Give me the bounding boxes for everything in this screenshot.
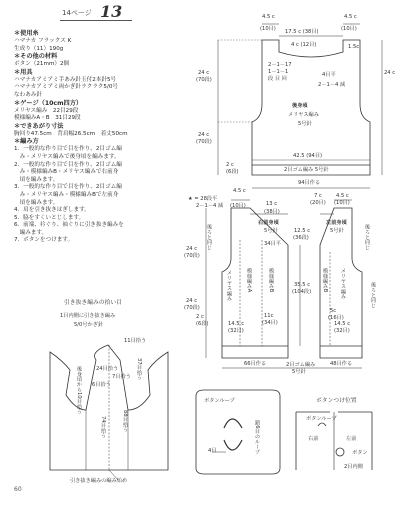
back-right-h: 24 c xyxy=(384,70,396,76)
button-left-front: 左前 xyxy=(346,436,357,442)
front-same-as-back: 後ろと同じ xyxy=(370,282,376,308)
right-front-stockinette: メリヤス編み xyxy=(226,270,232,302)
back-cast-on: 94目作る xyxy=(298,180,321,186)
method-step: 5．脇をすくいとじします。 xyxy=(14,214,85,221)
right-front-needle: 5号針 xyxy=(264,228,278,234)
front-width-l-sts: (32目) xyxy=(228,328,244,334)
edging-pick-74: 74目拾う xyxy=(100,416,106,439)
back-neck-right: 1.5c xyxy=(348,44,360,50)
front-bind-off: 34目平 xyxy=(264,241,281,247)
back-neck-width: 17.5 c (38目) xyxy=(285,29,319,35)
back-side-rows: (70段) xyxy=(196,139,212,145)
front-width-l: 14.5 c xyxy=(228,321,245,327)
yarn-title: ＊使用糸 xyxy=(14,30,39,37)
front-sh-r-rows: (20目) xyxy=(310,200,326,206)
gauge-title: ＊ゲージ（10cm四方） xyxy=(14,99,83,107)
method-step: 編みます。 xyxy=(14,229,48,236)
button-label: ボタン xyxy=(352,450,368,456)
edging-pick-11: 11目拾う xyxy=(124,338,147,344)
yarn-name: ハマナカ フラックス K xyxy=(14,38,72,44)
loop-chain: 鎖6目のループ xyxy=(254,420,260,455)
back-rib: 2目ゴム編み 5号針 xyxy=(284,167,329,173)
front-sh-l: 4.5 c xyxy=(233,188,246,194)
back-shape: 段 目 回 xyxy=(268,76,287,82)
front-armhole-rows: (70段) xyxy=(184,253,200,259)
front-neck-r: 4.5 c xyxy=(336,193,349,199)
method-step: 2．一般的な作り目で目を作り、2目ゴム編 xyxy=(14,161,122,168)
method-step: み・メリヤス編み・模様編みBで左前身 xyxy=(14,191,119,198)
front-neck-l: 13 c xyxy=(266,201,278,207)
front-width-r2-sts: (32目) xyxy=(334,328,350,334)
edging-start: 引き抜き編みの編み始め xyxy=(70,478,128,484)
back-needle: 5号針 xyxy=(298,121,312,127)
back-stitch: メリヤス編み xyxy=(288,112,319,118)
page-ref: 14ページ xyxy=(62,9,92,17)
front-body-rows: (104段) xyxy=(292,289,312,295)
back-decrease: 2－1－4 減 xyxy=(318,82,346,88)
pattern-number: 13 xyxy=(100,2,123,21)
front-neck-l-rows: (38目) xyxy=(264,209,280,215)
back-armhole-rows: (70段) xyxy=(196,77,212,83)
front-rib: 2目ゴム編み xyxy=(286,362,316,368)
back-bind-off: 4目平 xyxy=(322,72,336,78)
edging-sub: 1目内側に引き抜き編み xyxy=(60,313,116,319)
gauge-line: 模様編みA・B 31目29段 xyxy=(14,115,81,122)
method-step: 頃を編みます。 xyxy=(14,176,59,183)
left-front-cast-on: 48目作る xyxy=(330,361,353,367)
back-title: 後身頃 xyxy=(292,103,308,109)
front-legend: 2－1－4 減 xyxy=(196,203,224,209)
method-step: 1．一般的な作り目で目を作り、2目ゴム編 xyxy=(14,146,122,153)
other-title: ＊その他の材料 xyxy=(14,53,58,61)
size-detail: 胸回り47.5cm 背肩幅26.5cm 着丈50cm xyxy=(14,130,128,137)
front-rib-h: 2 c xyxy=(196,314,204,320)
button-right-front: 右前 xyxy=(308,436,319,442)
method-step: 3．一般的な作り目で目を作り、2目ゴム編 xyxy=(14,184,122,191)
edging-hook: 5/0号かぎ針 xyxy=(74,322,104,328)
left-front-stockinette: メリヤス編み xyxy=(340,268,346,300)
method-step: み・メリヤス編みで後身頃を編みます。 xyxy=(14,153,120,160)
edging-pick-6: 6目拾う xyxy=(92,382,111,388)
method-step: み・模様編みB・メリヤス編みで右前身 xyxy=(14,169,119,176)
back-rib-rows: (6段) xyxy=(226,169,239,175)
left-front-title: 左前身頃 xyxy=(326,220,347,226)
back-shoulder-l-rows: (10目) xyxy=(260,26,276,32)
back-width: 42.5 (94目) xyxy=(293,153,323,159)
method-step: 4．肩を引き抜きはぎします。 xyxy=(14,207,90,214)
method-title: ＊編み方 xyxy=(14,138,39,146)
front-armhole-h: 24 c xyxy=(186,246,198,252)
button-loop-label: ボタンループ xyxy=(306,416,337,422)
back-shape: 1－1－1 xyxy=(268,69,289,75)
front-sh-l-rows: (10目) xyxy=(230,203,246,209)
back-rib-h: 2 c xyxy=(226,162,234,168)
button-title: ボタンつけ位置 xyxy=(316,398,357,404)
back-neck-depth: 4 c (12目) xyxy=(291,42,317,48)
back-side-h: 24 c xyxy=(198,132,210,138)
front-mid-h: 12.5 c xyxy=(294,228,311,234)
front-width-r: 5c xyxy=(330,308,337,314)
front-width-r-sts: (16目) xyxy=(328,315,344,321)
method-step: 7．ボタンをつけます。 xyxy=(14,237,74,244)
yarn-detail: 生成り（11）190g xyxy=(14,45,64,52)
back-shoulder-r-rows: (10目) xyxy=(341,26,357,32)
loop-title: ボタンループ xyxy=(204,398,235,404)
loop-curve xyxy=(224,440,242,450)
edging-title: 引き抜き編みの拾い目 xyxy=(64,300,122,306)
front-neck-r-rows: (10目) xyxy=(334,200,350,206)
front-rib-rows: (6段) xyxy=(196,321,209,327)
edging-pick-24: 24目拾う xyxy=(96,366,119,372)
button-inner: 2目内側 xyxy=(344,464,363,470)
loop-stitch: 4目 xyxy=(208,448,217,454)
front-sh-r: 7 c xyxy=(314,193,322,199)
tools-line: なわあみ針 xyxy=(14,91,42,98)
front-mid-rows: (36段) xyxy=(293,235,309,241)
tools-title: ＊用具 xyxy=(14,68,33,76)
right-front-title: 右前身頃 xyxy=(258,220,279,226)
front-legend: ★ = 28段平 xyxy=(188,196,218,202)
front-width-m-sts: (34目) xyxy=(262,320,278,326)
tools-line: ハマナカアミアミ手あみ針玉付2本針5号 xyxy=(14,76,117,83)
gauge-line: メリヤス編み 22目29段 xyxy=(14,107,79,114)
button-dot xyxy=(336,448,344,456)
front-same-as-back: 後ろと同じ xyxy=(206,224,212,250)
back-shape: 2－1－17 xyxy=(268,62,292,68)
size-title: ＊できあがり寸法 xyxy=(14,122,64,130)
right-front-cast-on: 66目作る xyxy=(244,361,267,367)
edging-pick-back: 後身頃から10目拾う xyxy=(76,366,82,415)
edging-pick-88: 88目拾う xyxy=(122,410,128,433)
back-shoulder-l: 4.5 c xyxy=(262,14,275,20)
left-front-pattern-b: 模様編みB xyxy=(322,268,328,293)
method-step: 6．前端、衿ぐり、袖ぐりに引き抜き編みを xyxy=(14,222,124,229)
right-front-pattern-b: 模様編みB xyxy=(268,268,274,293)
right-front-pattern-a: 模様編みA xyxy=(246,268,252,293)
other-detail: ボタン（21mm）2個 xyxy=(14,61,70,68)
front-width-r2: 14.5 c xyxy=(334,321,351,327)
edging-pick-37: 37目拾う xyxy=(136,358,142,381)
edging-pick-7: 7目拾う xyxy=(112,374,131,380)
page-number: 60 xyxy=(14,486,22,493)
back-armhole-h: 24 c xyxy=(198,70,210,76)
front-same-as-back: 後ろと同じ xyxy=(364,224,370,250)
loop-curve xyxy=(224,419,242,428)
tools-line: ハマナカアミアミ両かぎ針ラクラク5/0号 xyxy=(14,84,118,91)
method-step: 頃を編みます。 xyxy=(14,199,59,206)
front-body-h: 35.5 c xyxy=(294,282,311,288)
left-front-needle: 5号針 xyxy=(330,228,344,234)
front-side-h: 24 c xyxy=(186,298,198,304)
front-width-m: 11c xyxy=(264,313,274,319)
front-rib-needle: 5号針 xyxy=(292,369,306,375)
back-shoulder-r: 4.5 c xyxy=(344,14,357,20)
front-side-rows: (70段) xyxy=(184,305,200,311)
